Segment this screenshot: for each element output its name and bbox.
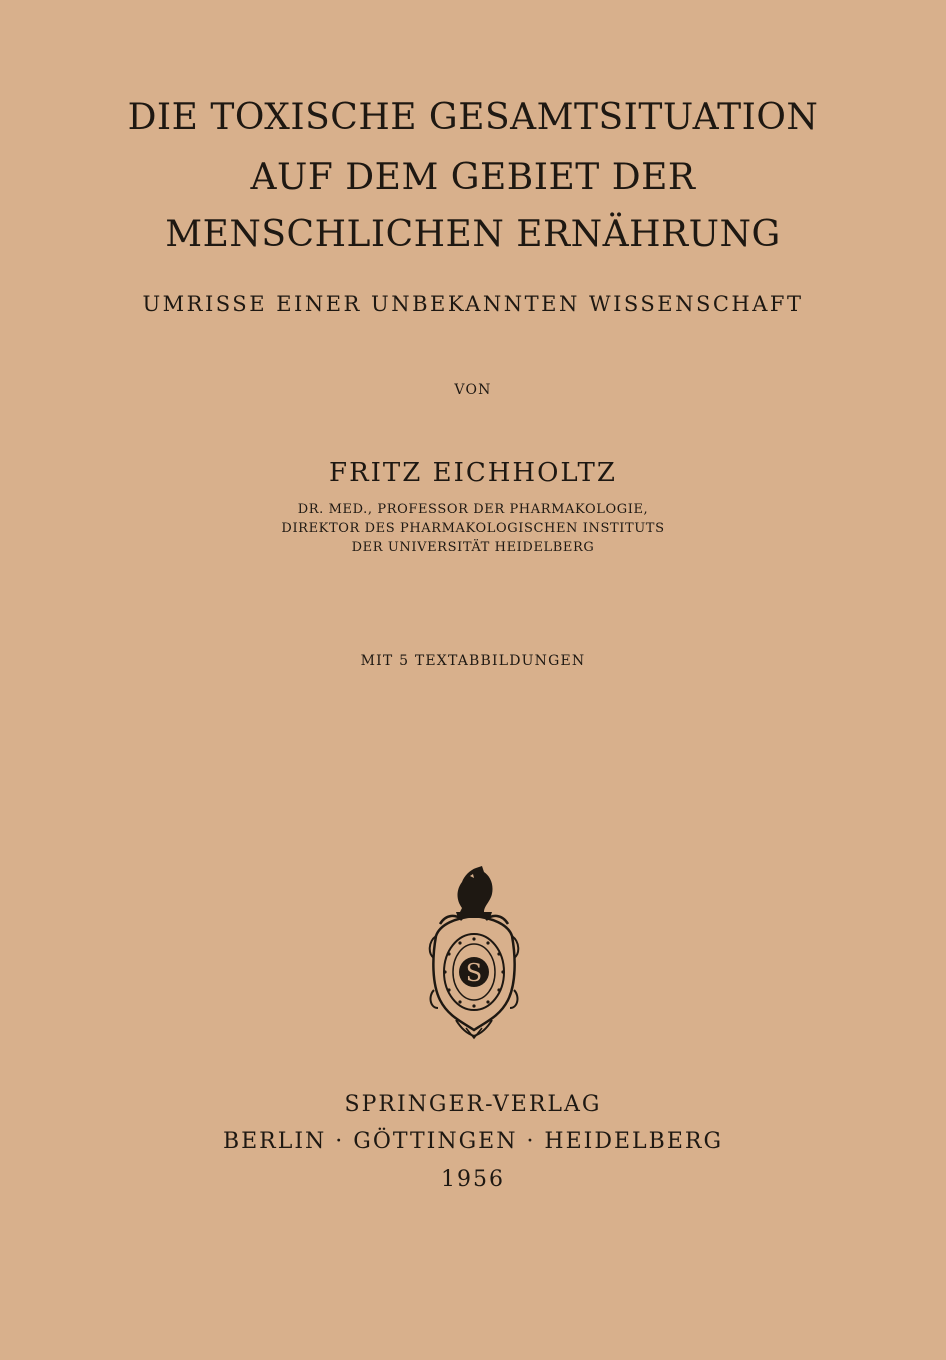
svg-text:S: S [465,959,483,987]
title-line-2: AUF DEM GEBIET DER [250,157,696,198]
subtitle: UMRISSE EINER UNBEKANNTEN WISSENSCHAFT [142,292,804,316]
publisher-name: SPRINGER-VERLAG [344,1092,602,1117]
affiliation-line-3: DER UNIVERSITÄT HEIDELBERG [351,540,595,555]
springer-knight-emblem-icon [426,862,522,1040]
publisher-cities: BERLIN · GÖTTINGEN · HEIDELBERG [222,1129,724,1154]
title-line-1: DIE TOXISCHE GESAMTSITUATION [127,97,819,138]
publication-year: 1956 [441,1167,505,1192]
illustrations-note: MIT 5 TEXTABBILDUNGEN [360,653,586,669]
by-label: VON [454,382,492,398]
title-line-3: MENSCHLICHEN ERNÄHRUNG [165,214,781,255]
author-name: FRITZ EICHHOLTZ [329,458,617,488]
affiliation-line-1: DR. MED., PROFESSOR DER PHARMAKOLOGIE, [297,502,649,517]
affiliation-line-2: DIREKTOR DES PHARMAKOLOGISCHEN INSTITUTS [281,521,665,536]
